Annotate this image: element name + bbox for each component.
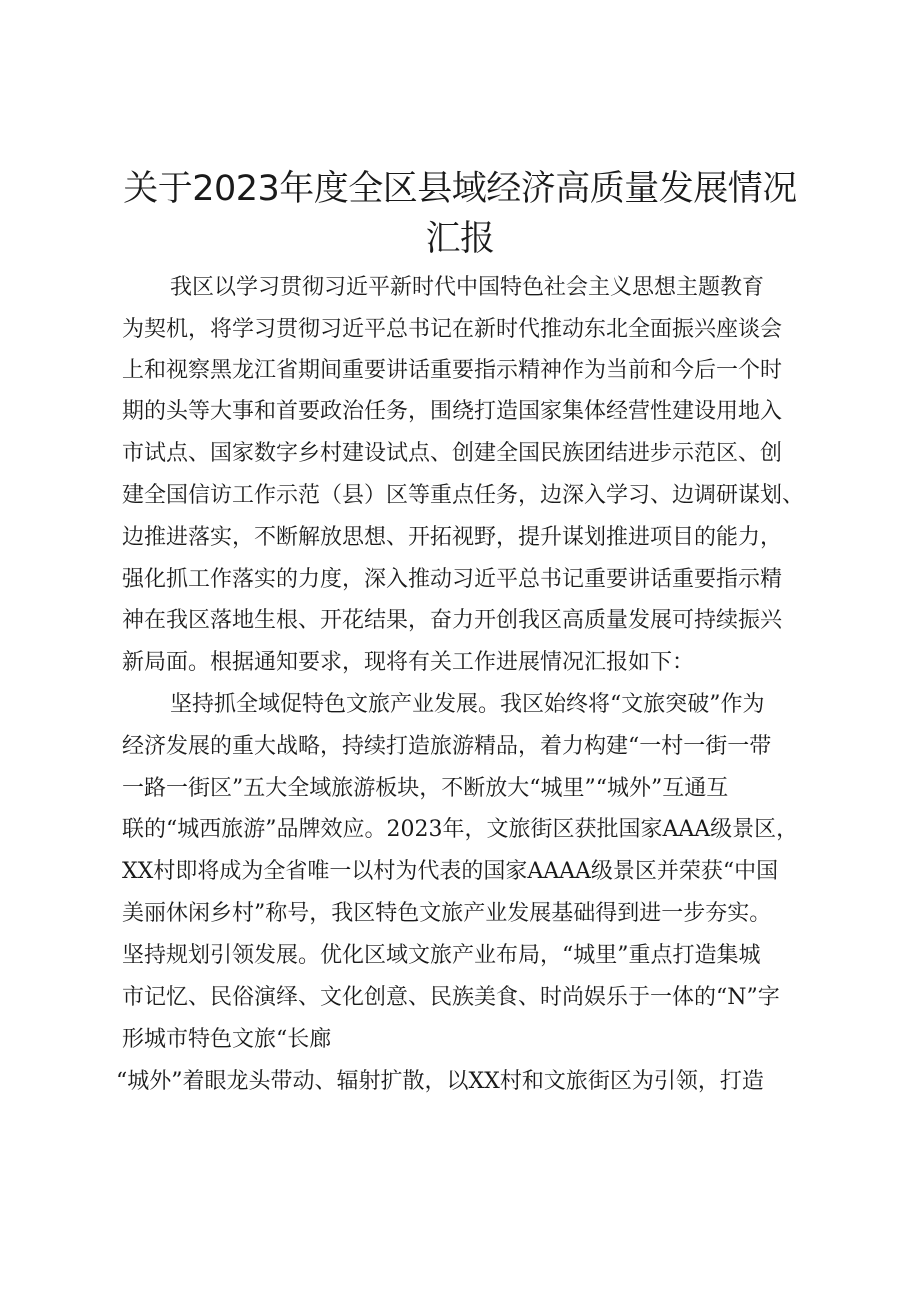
body-line: “城外”着眼龙头带动、辐射扩散，以XX村和文旅街区为引领，打造 xyxy=(116,1069,764,1094)
body-line: 经济发展的重大战略，持续打造旅游精品，着力构建“一村一街一带 xyxy=(122,734,772,759)
body-line: 美丽休闲乡村”称号，我区特色文旅产业发展基础得到进一步夯实。 xyxy=(122,901,772,926)
body-line: 形城市特色文旅“长廊 xyxy=(122,1027,332,1052)
body-line: 一路一街区”五大全域旅游板块，不断放大“城里”“城外”互通互 xyxy=(122,776,729,801)
body-line: 坚持规划引领发展。优化区域文旅产业布局，“城里”重点打造集城 xyxy=(122,943,761,968)
body-line: 建全国信访工作示范（县）区等重点任务，边深入学习、边调研谋划、 xyxy=(122,483,805,508)
document-title-line-1: 关于2023年度全区县域经济高质量发展情况 xyxy=(123,169,797,209)
body-line: 联的“城西旅游”品牌效应。2023年，文旅街区获批国家AAA级景区， xyxy=(122,817,799,842)
body-line: 为契机，将学习贯彻习近平总书记在新时代推动东北全面振兴座谈会 xyxy=(122,317,783,342)
document-title-line-2: 汇报 xyxy=(425,219,495,259)
body-line: 强化抓工作落实的力度，深入推动习近平总书记重要讲话重要指示精 xyxy=(122,567,783,592)
body-line: 市试点、国家数字乡村建设试点、创建全国民族团结进步示范区、创 xyxy=(122,441,783,466)
body-line: 期的头等大事和首要政治任务，围绕打造国家集体经营性建设用地入 xyxy=(122,399,783,424)
body-line: 边推进落实，不断解放思想、开拓视野，提升谋划推进项目的能力， xyxy=(122,525,783,550)
body-line: 神在我区落地生根、开花结果，奋力开创我区高质量发展可持续振兴 xyxy=(122,608,783,633)
body-line: 新局面。根据通知要求，现将有关工作进展情况汇报如下： xyxy=(122,650,695,675)
body-line: 上和视察黑龙江省期间重要讲话重要指示精神作为当前和今后一个时 xyxy=(122,358,783,383)
body-line: XX村即将成为全省唯一以村为代表的国家AAAA级景区并荣获“中国 xyxy=(122,859,779,884)
body-line: 我区以学习贯彻习近平新时代中国特色社会主义思想主题教育 xyxy=(170,275,765,300)
body-line: 市记忆、民俗演绎、文化创意、民族美食、时尚娱乐于一体的“N”字 xyxy=(122,985,780,1010)
body-line: 坚持抓全域促特色文旅产业发展。我区始终将“文旅突破”作为 xyxy=(170,692,765,717)
